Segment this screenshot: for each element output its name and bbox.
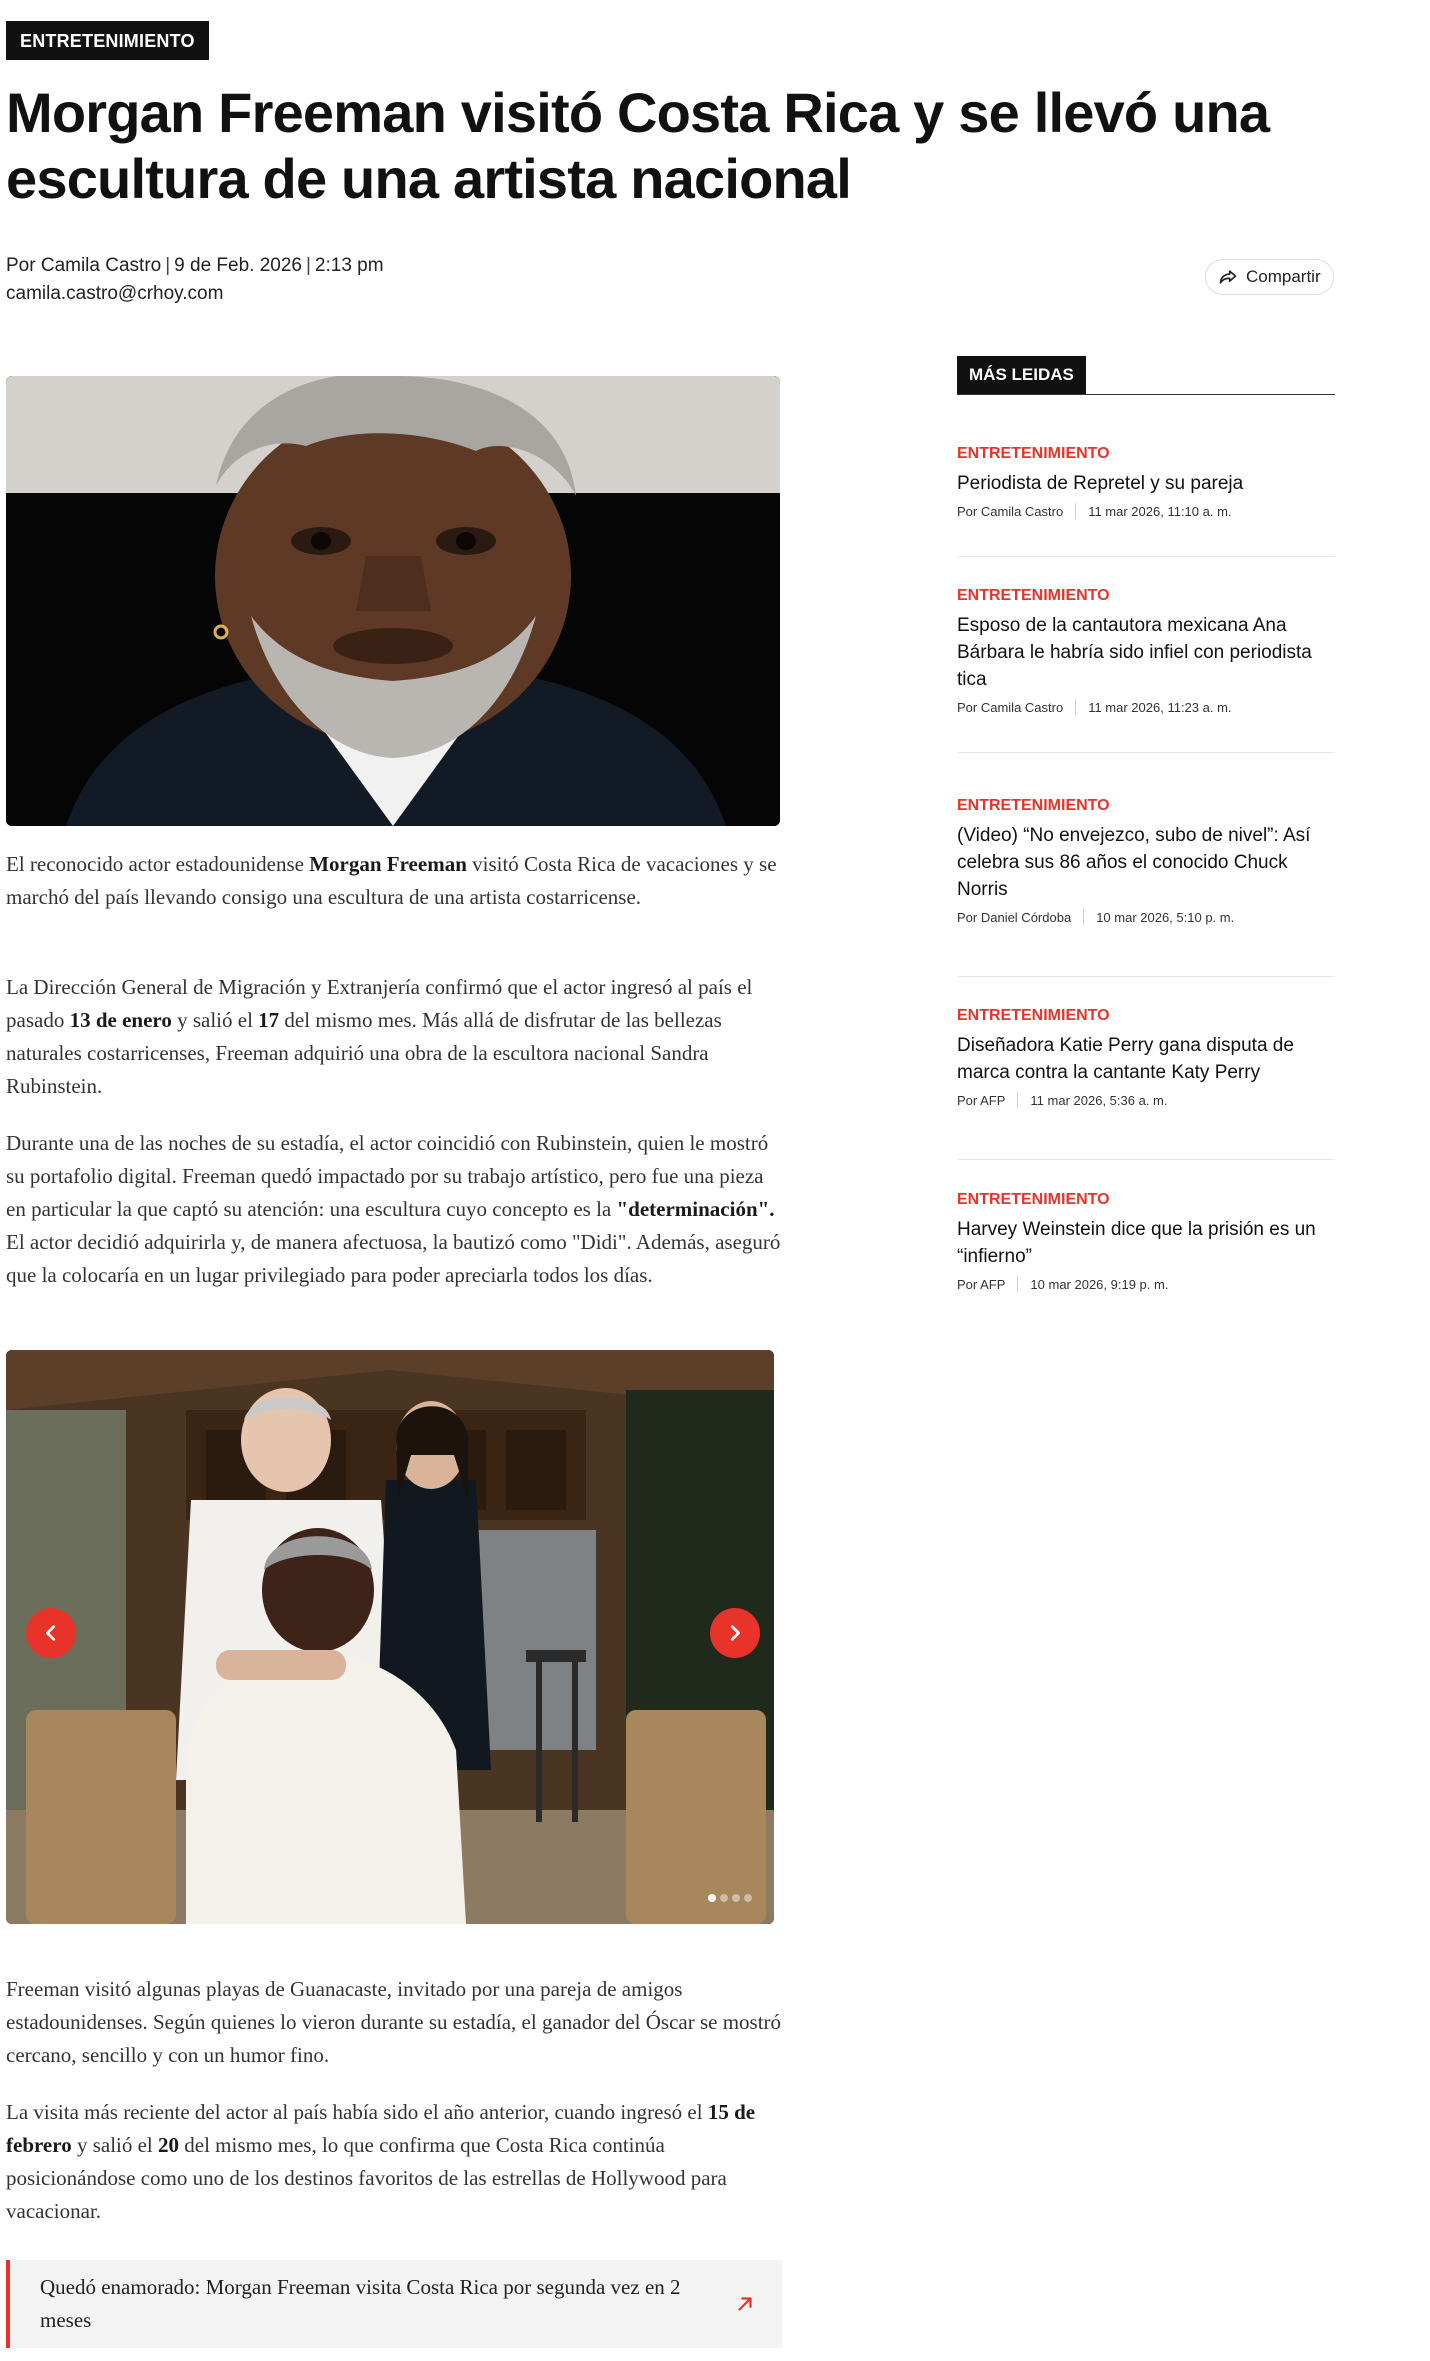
- item-category[interactable]: ENTRETENIMIENTO: [957, 797, 1110, 814]
- actor-name-link[interactable]: Morgan Freeman: [309, 852, 467, 876]
- arrow-up-right-icon: [734, 2293, 756, 2315]
- gallery-dot[interactable]: [732, 1894, 740, 1902]
- item-category[interactable]: ENTRETENIMIENTO: [957, 445, 1110, 462]
- related-article-title: Quedó enamorado: Morgan Freeman visita Costa Rica por segunda vez en 2 meses: [40, 2275, 681, 2332]
- article-paragraph-4: Freeman visitó algunas playas de Guanacaste, invitado por una pareja de amigos estadounidenses. Según quienes lo vieron durante su estadía, el ganador del Óscar se mostró cercano, sencillo y con un humor fino.: [6, 1977, 782, 2067]
- share-label: Compartir: [1246, 267, 1321, 286]
- related-article-link[interactable]: [6, 2260, 782, 2348]
- item-meta: Por Camila Castro 11 mar 2026, 11:23 a. m.: [957, 699, 1232, 715]
- article-paragraph-5: La visita más reciente del actor al país había sido el año anterior, cuando ingresó el 15 de febrero y salió el 20 del mismo mes, lo que confirma que Costa Rica continúa posicionándose como uno de los destinos favoritos de las estrellas de Hollywood para vacacionar.: [6, 2100, 756, 2223]
- share-icon: [1218, 267, 1238, 287]
- divider: [957, 556, 1335, 557]
- gallery-pagination: [708, 1894, 752, 1902]
- most-read-sidebar: [957, 356, 1335, 1292]
- item-meta: Por AFP 10 mar 2026, 9:19 p. m.: [957, 1276, 1169, 1292]
- most-read-item[interactable]: [957, 1006, 1335, 1108]
- most-read-item[interactable]: [957, 1190, 1335, 1292]
- most-read-item[interactable]: [957, 586, 1335, 715]
- category-tag[interactable]: ENTRETENIMIENTO: [6, 21, 209, 60]
- gallery-next-button[interactable]: [710, 1608, 760, 1658]
- publish-date: 9 de Feb. 2026: [174, 255, 302, 276]
- most-read-item[interactable]: [957, 796, 1335, 925]
- author-email[interactable]: camila.castro@crhoy.com: [6, 283, 224, 304]
- hero-image: [6, 376, 780, 826]
- byline: Por Camila Castro | 9 de Feb. 2026 | 2:13 pm camila.castro@crhoy.com: [6, 252, 384, 308]
- chevron-right-icon: [724, 1622, 746, 1644]
- share-button[interactable]: [1205, 259, 1334, 295]
- item-title[interactable]: Esposo de la cantautora mexicana Ana Bárbara le habría sido infiel con periodista tica: [957, 615, 1312, 690]
- item-meta: Por Daniel Córdoba 10 mar 2026, 5:10 p. m.: [957, 909, 1235, 925]
- item-title[interactable]: (Video) “No envejezco, subo de nivel”: Así celebra sus 86 años el conocido Chuck Norris: [957, 825, 1311, 900]
- gallery-dot[interactable]: [708, 1894, 716, 1902]
- article-paragraph-3: Durante una de las noches de su estadía, el actor coincidió con Rubinstein, quien le mostró su portafolio digital. Freeman quedó impactado por su trabajo artístico, pero fue una pieza en particular la que captó su atención: una escultura cuyo concepto es la "determinación". El actor decidió adquirirla y, de manera afectuosa, la bautizó como "Didi". Además, aseguró que la colocaría en un lugar privilegiado para poder apreciarla todos los días.: [6, 1131, 781, 1287]
- divider: [957, 976, 1335, 977]
- divider: [957, 752, 1335, 753]
- item-title[interactable]: Harvey Weinstein dice que la prisión es un “infierno”: [957, 1219, 1316, 1267]
- most-read-item[interactable]: [957, 444, 1335, 519]
- article-paragraph-1: El reconocido actor estadounidense Morgan Freeman visitó Costa Rica de vacaciones y se marchó del país llevando consigo una escultura de una artista costarricense.: [6, 852, 777, 909]
- author-name[interactable]: Por Camila Castro: [6, 255, 162, 276]
- item-meta: Por Camila Castro 11 mar 2026, 11:10 a. m.: [957, 503, 1232, 519]
- publish-time: 2:13 pm: [314, 255, 384, 276]
- chevron-left-icon: [40, 1622, 62, 1644]
- item-title[interactable]: Periodista de Repretel y su pareja: [957, 473, 1244, 494]
- item-category[interactable]: ENTRETENIMIENTO: [957, 1007, 1110, 1024]
- gallery-dot[interactable]: [720, 1894, 728, 1902]
- most-read-heading: MÁS LEIDAS: [957, 356, 1086, 394]
- item-category[interactable]: ENTRETENIMIENTO: [957, 587, 1110, 604]
- photo-gallery[interactable]: [6, 1350, 774, 1924]
- most-read-header: [957, 356, 1335, 395]
- article-paragraph-2: La Dirección General de Migración y Extranjería confirmó que el actor ingresó al país el pasado 13 de enero y salió el 17 del mismo mes. Más allá de disfrutar de las bellezas naturales costarricenses, Freeman adquirió una obra de la escultora nacional Sandra Rubinstein.: [6, 975, 753, 1098]
- gallery-prev-button[interactable]: [26, 1608, 76, 1658]
- headline: Morgan Freeman visitó Costa Rica y se llevó una escultura de una artista nacional: [6, 81, 1270, 210]
- item-title[interactable]: Diseñadora Katie Perry gana disputa de marca contra la cantante Katy Perry: [957, 1035, 1294, 1083]
- item-meta: Por AFP 11 mar 2026, 5:36 a. m.: [957, 1092, 1168, 1108]
- divider: [957, 1159, 1335, 1160]
- item-category[interactable]: ENTRETENIMIENTO: [957, 1191, 1110, 1208]
- gallery-dot[interactable]: [744, 1894, 752, 1902]
